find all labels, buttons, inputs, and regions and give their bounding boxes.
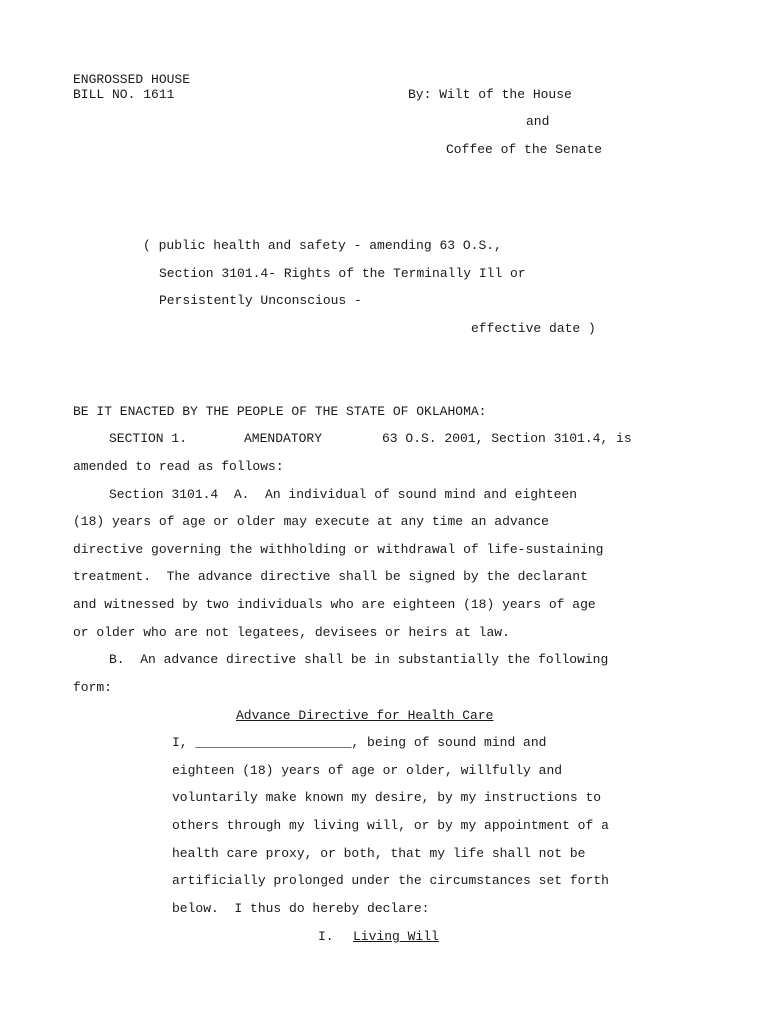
body-line: and witnessed by two individuals who are eighteen (18) years of age <box>73 597 596 612</box>
bill-number-line-1: ENGROSSED HOUSE <box>73 72 191 87</box>
body-line: treatment. The advance directive shall be signed by the declarant <box>73 569 588 584</box>
section-label: SECTION 1. <box>109 431 188 446</box>
author-and: and <box>526 114 550 129</box>
form-line: below. I thus do hereby declare: <box>172 901 430 916</box>
section-type: AMENDATORY <box>244 431 323 446</box>
body-line: B. An advance directive shall be in substantially the following <box>109 652 609 667</box>
form-line: voluntarily make known my desire, by my instructions to <box>172 790 602 805</box>
body-line: Section 3101.4 A. An individual of sound mind and eighteen <box>109 487 578 502</box>
part-number: I. <box>318 929 334 944</box>
section-citation: 63 O.S. 2001, Section 3101.4, is <box>382 431 632 446</box>
enacting-clause: BE IT ENACTED BY THE PEOPLE OF THE STATE OF OKLAHOMA: <box>73 404 487 419</box>
author-house: By: Wilt of the House <box>408 87 572 102</box>
author-senate: Coffee of the Senate <box>446 142 603 157</box>
body-line: (18) years of age or older may execute at any time an advance <box>73 514 549 529</box>
bill-number-line-2: BILL NO. 1611 <box>73 87 175 102</box>
form-line: health care proxy, or both, that my life shall not be <box>172 846 586 861</box>
title-line-3: Persistently Unconscious - <box>159 293 362 308</box>
form-line: I, ____________________, being of sound mind and <box>172 735 547 750</box>
section-continuation: amended to read as follows: <box>73 459 284 474</box>
title-line-2: Section 3101.4- Rights of the Terminally Ill or <box>159 266 526 281</box>
form-line: artificially prolonged under the circumstances set forth <box>172 873 609 888</box>
form-line: others through my living will, or by my appointment of a <box>172 818 609 833</box>
title-line-4: effective date ) <box>471 321 596 336</box>
body-line: form: <box>73 680 113 695</box>
title-line-1: ( public health and safety - amending 63 O.S., <box>143 238 502 253</box>
form-heading: Advance Directive for Health Care <box>236 708 494 723</box>
body-line: directive governing the withholding or withdrawal of life-sustaining <box>73 542 604 557</box>
body-line: or older who are not legatees, devisees or heirs at law. <box>73 625 510 640</box>
form-line: eighteen (18) years of age or older, willfully and <box>172 763 563 778</box>
part-title: Living Will <box>353 929 439 944</box>
